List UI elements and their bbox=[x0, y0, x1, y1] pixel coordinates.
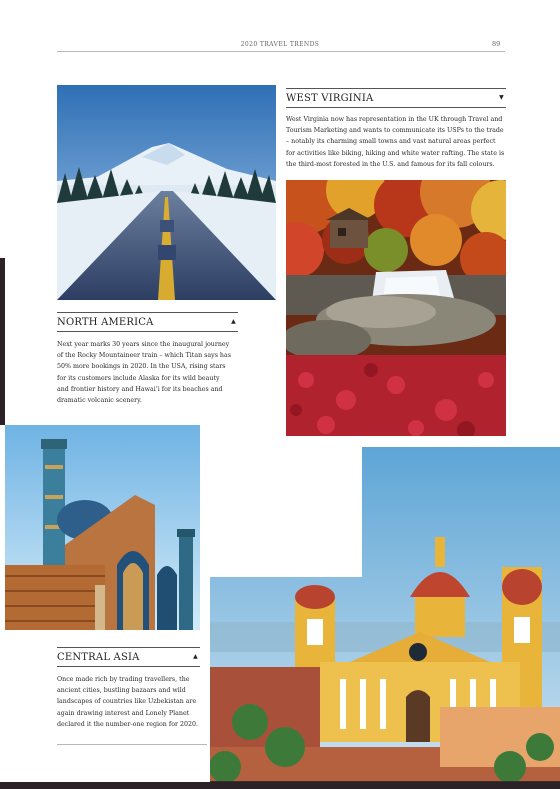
text-line: dramatic volcanic scenery. bbox=[57, 397, 142, 405]
text-line: landscapes of countries like Uzbekistan are bbox=[57, 698, 197, 706]
west-virginia-title: WEST VIRGINIA bbox=[286, 93, 374, 104]
text-line: – notably its charming small towns and vast natural areas perfect bbox=[286, 138, 496, 146]
central-asia-title: CENTRAL ASIA bbox=[57, 652, 140, 663]
text-line: Tourism Marketing and wants to communicate its USPs to the trade bbox=[286, 127, 504, 135]
autumn-waterfall-photo bbox=[286, 180, 506, 436]
left-edge-strip bbox=[0, 258, 5, 425]
north-america-title: NORTH AMERICA bbox=[57, 317, 154, 328]
footer-rule bbox=[57, 744, 207, 745]
up-triangle-icon: ▲ bbox=[231, 318, 236, 325]
up-triangle-icon: ▲ bbox=[193, 653, 198, 660]
samarkand-mosque-photo bbox=[5, 425, 200, 630]
text-line: for activities like biking, hiking and white water rafting. The state is bbox=[286, 149, 505, 157]
text-line: the third-most forested in the U.S. and famous for its fall colours. bbox=[286, 160, 495, 168]
central-asia-text bbox=[57, 674, 207, 730]
text-line: declared it the number-one region for 2020. bbox=[57, 720, 199, 728]
north-america-heading bbox=[57, 312, 238, 332]
text-line: and frontier history and Hawai’i for its beaches and bbox=[57, 385, 223, 393]
west-virginia-heading bbox=[286, 88, 506, 108]
page-number: 89 bbox=[492, 40, 501, 48]
north-america-text bbox=[57, 339, 247, 406]
central-asia-heading bbox=[57, 647, 200, 667]
header-rule bbox=[57, 51, 505, 52]
road-mountain-photo bbox=[57, 85, 276, 300]
down-triangle-icon: ▼ bbox=[499, 94, 504, 101]
text-line: Once made rich by trading travellers, the bbox=[57, 676, 190, 683]
text-line: West Virginia now has representation in the UK through Travel and bbox=[286, 116, 503, 123]
text-line: again drawing interest and Lonely Planet bbox=[57, 709, 190, 717]
granada-cathedral-photo bbox=[210, 447, 560, 789]
text-line: Next year marks 30 years since the inaugural journey bbox=[57, 341, 230, 348]
running-header-title: 2020 TRAVEL TRENDS bbox=[240, 41, 320, 48]
text-line: 50% more bookings in 2020. In the USA, rising stars bbox=[57, 363, 226, 371]
text-line: ancient cities, bustling bazaars and wild bbox=[57, 687, 186, 695]
text-line: for its customers include Alaska for its wild beauty bbox=[57, 374, 220, 382]
west-virginia-text bbox=[286, 114, 511, 170]
text-line: of the Rocky Mountaineer train – which Titan says has bbox=[57, 352, 231, 360]
bottom-edge-strip bbox=[0, 782, 560, 789]
